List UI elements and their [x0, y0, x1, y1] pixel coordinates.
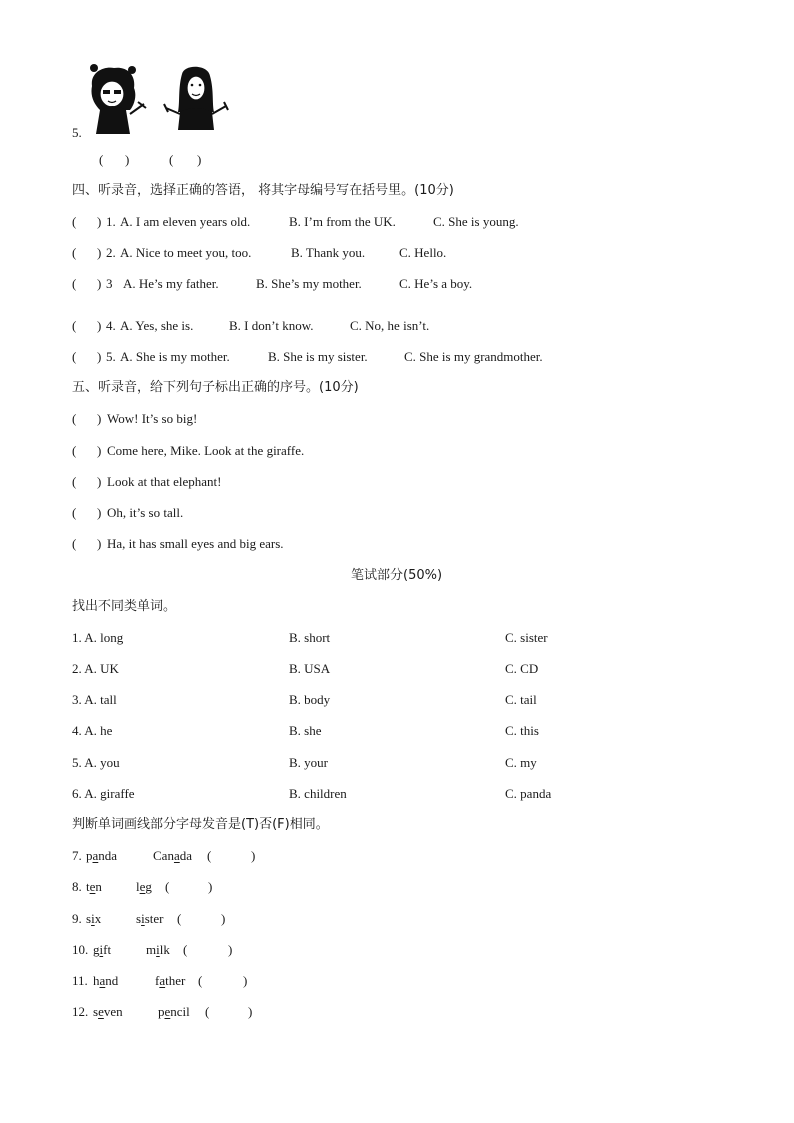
- odd-one-out-heading: 找出不同类单词。: [72, 599, 177, 614]
- answer-paren-open[interactable]: (: [205, 1004, 210, 1019]
- answer-paren-close[interactable]: ): [97, 214, 102, 229]
- pronunciation-heading: 判断单词画线部分字母发音是(T)否(F)相同。: [72, 817, 329, 832]
- answer-paren-open[interactable]: (: [72, 349, 77, 364]
- answer-paren-close[interactable]: ): [221, 911, 226, 926]
- answer-paren-close[interactable]: ): [97, 245, 102, 260]
- item-number: 2.: [106, 245, 116, 260]
- option-b: B. She is my sister.: [268, 349, 368, 364]
- word-b: B. she: [289, 723, 322, 738]
- order-paren-open[interactable]: (: [72, 474, 77, 489]
- word-one: panda: [86, 848, 118, 863]
- q5-pictures: [86, 64, 246, 138]
- word-b: B. your: [289, 755, 328, 770]
- answer-paren-open[interactable]: (: [72, 214, 77, 229]
- underlined-letter: a: [159, 973, 166, 988]
- order-paren-close[interactable]: ): [97, 536, 102, 551]
- word-one: gift: [93, 942, 112, 957]
- word-one: six: [86, 911, 102, 926]
- underlined-letter: a: [92, 848, 99, 863]
- word-one: seven: [93, 1004, 123, 1019]
- word-c: C. this: [505, 723, 539, 738]
- word-c: C. CD: [505, 661, 539, 676]
- item-number: 7.: [72, 848, 82, 863]
- underlined-letter: e: [164, 1004, 171, 1019]
- answer-paren-open[interactable]: (: [177, 911, 182, 926]
- order-paren-open[interactable]: (: [72, 536, 77, 551]
- sentence-text: Wow! It’s so big!: [107, 411, 198, 426]
- item-number: 1.: [106, 214, 116, 229]
- girl-two-picture: [164, 67, 228, 130]
- underlined-letter: e: [89, 879, 96, 894]
- q5-answer-blank-2-close[interactable]: ): [197, 152, 202, 167]
- q5-answer-blank-1-open[interactable]: (: [99, 152, 104, 167]
- word-c: C. tail: [505, 692, 537, 707]
- word-b: B. USA: [289, 661, 331, 676]
- word-one: ten: [86, 879, 102, 894]
- item-number: 3: [106, 276, 113, 291]
- option-b: B. She’s my mother.: [256, 276, 362, 291]
- word-two: leg: [136, 879, 152, 894]
- item-number: 4.: [106, 318, 116, 333]
- girl-one-picture: [90, 64, 146, 134]
- q5-answer-blank-2-open[interactable]: (: [169, 152, 174, 167]
- order-paren-open[interactable]: (: [72, 505, 77, 520]
- item-number: 11.: [72, 973, 88, 988]
- word-a: 4. A. he: [72, 723, 113, 738]
- option-b: B. I don’t know.: [229, 318, 314, 333]
- option-c: C. No, he isn’t.: [350, 318, 430, 333]
- word-two: sister: [136, 911, 164, 926]
- order-paren-close[interactable]: ): [97, 443, 102, 458]
- sentence-text: Come here, Mike. Look at the giraffe.: [107, 443, 305, 458]
- answer-paren-close[interactable]: ): [97, 318, 102, 333]
- answer-paren-open[interactable]: (: [207, 848, 212, 863]
- underlined-letter: i: [91, 911, 95, 926]
- word-c: C. panda: [505, 786, 552, 801]
- item-number: 12.: [72, 1004, 89, 1019]
- answer-paren-open[interactable]: (: [72, 276, 77, 291]
- option-a: A. She is my mother.: [120, 349, 230, 364]
- word-a: 3. A. tall: [72, 692, 117, 707]
- option-a: A. I am eleven years old.: [120, 214, 251, 229]
- underlined-letter: e: [98, 1004, 104, 1019]
- answer-paren-close[interactable]: ): [243, 973, 248, 988]
- word-b: B. body: [289, 692, 331, 707]
- q5-number: 5.: [72, 125, 82, 140]
- word-b: B. short: [289, 630, 331, 645]
- girls-illustration: [86, 64, 246, 138]
- word-c: C. my: [505, 755, 537, 770]
- word-b: B. children: [289, 786, 347, 801]
- option-c: C. He’s a boy.: [399, 276, 473, 291]
- word-one: hand: [93, 973, 119, 988]
- option-c: C. She is young.: [433, 214, 519, 229]
- answer-paren-open[interactable]: (: [183, 942, 188, 957]
- order-paren-close[interactable]: ): [97, 411, 102, 426]
- option-a: A. Nice to meet you, too.: [120, 245, 252, 260]
- word-two: pencil: [158, 1004, 190, 1019]
- word-a: 1. A. long: [72, 630, 124, 645]
- underlined-letter: e: [139, 879, 146, 894]
- answer-paren-close[interactable]: ): [251, 848, 256, 863]
- item-number: 5.: [106, 349, 116, 364]
- order-paren-close[interactable]: ): [97, 505, 102, 520]
- option-a: A. He’s my father.: [123, 276, 219, 291]
- answer-paren-close[interactable]: ): [248, 1004, 253, 1019]
- word-two: Canada: [153, 848, 193, 863]
- answer-paren-open[interactable]: (: [165, 879, 170, 894]
- underlined-letter: a: [173, 848, 180, 863]
- option-a: A. Yes, she is.: [120, 318, 194, 333]
- answer-paren-open[interactable]: (: [198, 973, 203, 988]
- sentence-text: Ha, it has small eyes and big ears.: [107, 536, 284, 551]
- option-c: C. She is my grandmother.: [404, 349, 543, 364]
- order-paren-open[interactable]: (: [72, 411, 77, 426]
- answer-paren-close[interactable]: ): [208, 879, 213, 894]
- option-b: B. I’m from the UK.: [289, 214, 396, 229]
- order-paren-close[interactable]: ): [97, 474, 102, 489]
- section-four-heading: 四、听录音，选择正确的答语， 将其字母编号写在括号里。(10分): [72, 183, 454, 198]
- option-c: C. Hello.: [399, 245, 447, 260]
- item-number: 8.: [72, 879, 82, 894]
- word-two: father: [155, 973, 186, 988]
- q5-answer-blank-1-close[interactable]: ): [125, 152, 130, 167]
- option-b: B. Thank you.: [291, 245, 366, 260]
- underlined-letter: i: [99, 942, 104, 957]
- answer-paren-open[interactable]: (: [72, 245, 77, 260]
- word-c: C. sister: [505, 630, 548, 645]
- order-paren-open[interactable]: (: [72, 443, 77, 458]
- underlined-letter: i: [141, 911, 145, 926]
- section-five-heading: 五、听录音，给下列句子标出正确的序号。(10分): [72, 380, 359, 395]
- answer-paren-close[interactable]: ): [97, 276, 102, 291]
- word-a: 6. A. giraffe: [72, 786, 135, 801]
- sentence-text: Look at that elephant!: [107, 474, 222, 489]
- answer-paren-close[interactable]: ): [97, 349, 102, 364]
- word-a: 5. A. you: [72, 755, 120, 770]
- sentence-text: Oh, it’s so tall.: [107, 505, 184, 520]
- underlined-letter: a: [99, 973, 106, 988]
- word-two: milk: [146, 942, 170, 957]
- word-a: 2. A. UK: [72, 661, 119, 676]
- answer-paren-open[interactable]: (: [72, 318, 77, 333]
- underlined-letter: i: [156, 942, 160, 957]
- item-number: 9.: [72, 911, 82, 926]
- written-section-title: 笔试部分(50%): [351, 568, 443, 583]
- item-number: 10.: [72, 942, 89, 957]
- answer-paren-close[interactable]: ): [228, 942, 233, 957]
